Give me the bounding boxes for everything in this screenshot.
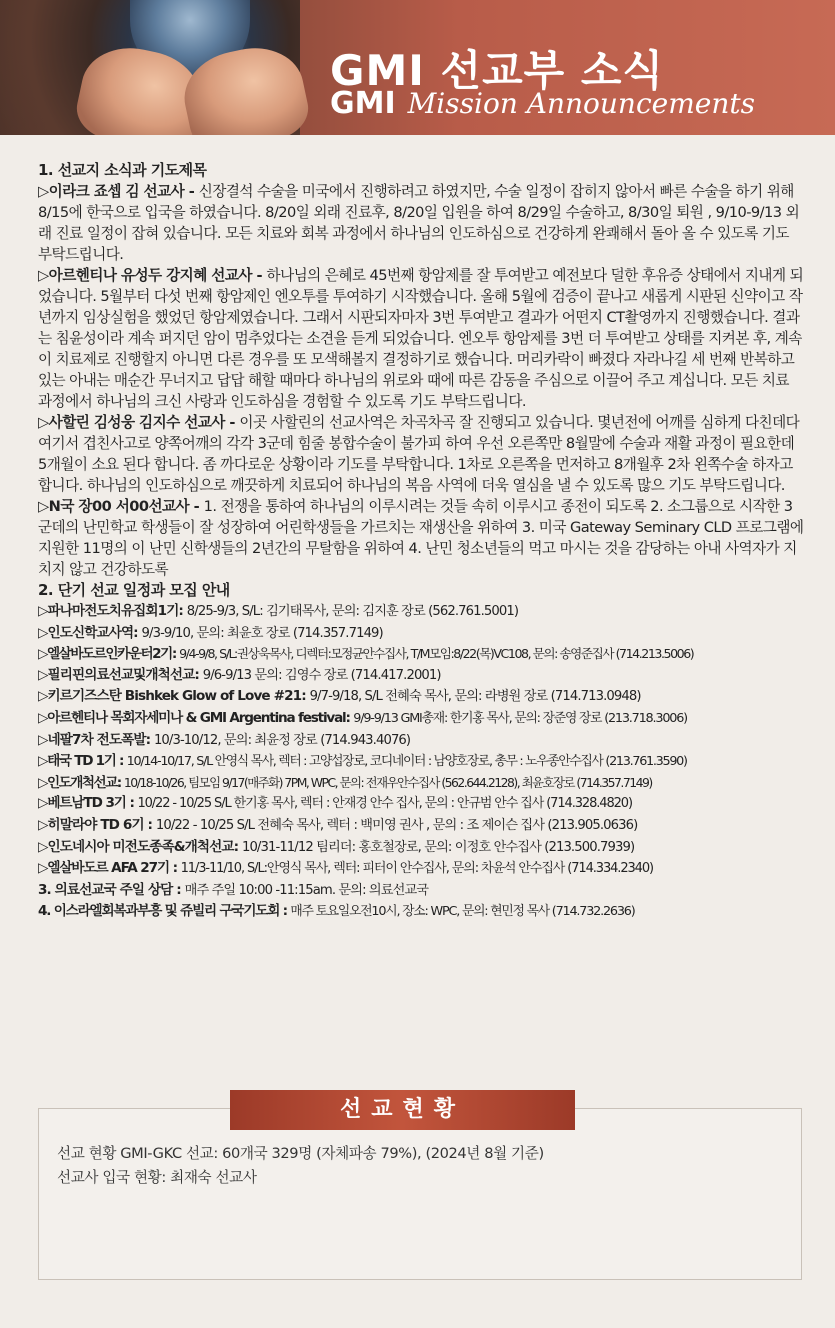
schedule-row-label: ▷필리핀의료선교및개척선교:: [38, 666, 203, 683]
schedule-row-label: ▷베트남TD 3기 :: [38, 795, 138, 812]
schedule-row-label: ▷인도신학교사역:: [38, 624, 142, 641]
schedule-row-label: ▷엘살바도르인카운터2기:: [38, 646, 180, 663]
title-en-prefix: GMI: [330, 86, 396, 121]
title-en-script: Mission Announcements: [407, 87, 755, 120]
schedule-row: [38, 751, 804, 773]
mission-status-box: [38, 1108, 802, 1280]
schedule-row-label: ▷인도네시아 미전도종족&개척선교:: [38, 838, 242, 855]
page-title-english: [330, 86, 755, 121]
prayer-item: [38, 412, 804, 496]
page-title-korean: GMI 선교부 소식: [330, 46, 664, 95]
schedule-row: [38, 601, 804, 623]
schedule-row: [38, 644, 804, 665]
schedule-row-text: 9/9-9/13 GMI총재: 한기홍 목사, 문의: 장준영 장로 (213.718.3006): [353, 710, 687, 726]
mission-status-banner: 선교현황: [230, 1090, 575, 1130]
prayer-item-label: ▷사할린 김성웅 김지수 선교사 -: [38, 414, 240, 431]
schedule-row: [38, 793, 804, 815]
schedule-row: [38, 837, 804, 859]
announcement-content: [38, 160, 804, 923]
schedule-row-text: 8/25-9/3, S/L: 김기태목사, 문의: 김지훈 장로 (562.761.5001): [186, 604, 519, 619]
schedule-row-text: 10/22 - 10/25 S/L 한기홍 목사, 렉터 : 안재경 안수 집사, 문의 : 안규범 안수 집사 (714.328.4820): [137, 796, 632, 812]
prayer-item: [38, 496, 804, 580]
schedule-row-label: ▷아르헨티나 목회자세미나 & GMI Argentina festival:: [38, 709, 354, 726]
schedule-row-text: 9/4-9/8, S/L:권상욱목사, 디렉터:모정균안수집사, T/M모임:8/22(목)VC108, 문의: 송영준집사 (714.213.5006): [179, 646, 694, 662]
prayer-item-label: ▷N국 장00 서00선교사 -: [38, 498, 204, 515]
prayer-item: [38, 265, 804, 412]
schedule-row-label: ▷파나마전도치유집회1기:: [38, 603, 187, 619]
section4-text: 매주 토요일오전10시, 장소: WPC, 문의: 현민정 목사 (714.732.2636): [290, 904, 635, 920]
hands-holding-globe-image: [0, 0, 300, 135]
schedule-row: [38, 773, 804, 794]
schedule-row-text: 10/14-10/17, S/L 안영식 목사, 렉터 : 고양섭장로, 코디네이터 : 남양호장로, 총무 : 노우종안수집사 (213.761.3590): [126, 754, 687, 770]
mission-status-text: [57, 1142, 544, 1190]
schedule-row: [38, 686, 804, 708]
schedule-row-label: ▷인도개척선교:: [38, 774, 124, 791]
schedule-row-label: ▷히말라야 TD 6기 :: [38, 816, 156, 833]
schedule-row: [38, 665, 804, 687]
section1-heading: 1. 선교지 소식과 기도제목: [38, 161, 207, 179]
header-banner: [0, 0, 835, 135]
section3-text: 매주 주일 10:00 -11:15am. 문의: 의료선교국: [184, 882, 429, 898]
schedule-row-text: 9/3-9/10, 문의: 최윤호 장로 (714.357.7149): [141, 625, 383, 641]
prayer-item-text: 하나님의 은혜로 45번째 항암제를 잘 투여받고 예전보다 덜한 후유증 상태에서 지내게 되었습니다. 5월부터 다섯 번째 항암제인 엔오투를 투여하기 시작했습니다. 올해 5월에 검증이 끝나고 새롭게 시판된 신약이고 작년까지 임상실험을 했었던 항암제였습니다. 그래서 시판되자마자 3번 투여받고 결과가 어떤지 CT촬영까지 진행했습니다. 결과는 침윤성이라 계속 퍼지던 암이 멈추었다는 소견을 듣게 되었습니다. 엔오투 항암제를 3번 더 투여받고 상태를 지켜본 후, 계속 이 치료제로 진행할지 아니면 다른 경우를 또 모색해볼지 결정하기로 했습니다. 머리카락이 빠졌다 자라나길 세 번째 반복하고 있는 아내는 매순간 무너지고 답답 해할 때마다 하나님의 위로와 때에 따른 감동을 주심으로 이끌어 주고 계십니다. 모든 치료 과정에서 하나님의 크신 사랑과 인도하심을 경험할 수 있도록 기도 부탁드립니다.: [38, 267, 804, 410]
section3-label: 3. 의료선교국 주일 상담 :: [38, 881, 185, 898]
prayer-item-text: 이곳 사할린의 선교사역은 차곡차곡 잘 진행되고 있습니다. 몇년전에 어깨를 심하게 다친데다 여기서 겹친사고로 양쪽어깨의 각각 3군데 힘줄 봉합수술이 불가피 하여 우선 오른쪽만 8월말에 수술과 재활 과정이 필요한데 5개월이 소요 된다 합니다. 좀 까다로운 상황이라 기도를 부탁합니다. 1차로 오른쪽을 먼저하고 8개월후 2차 왼쪽수술 하자고합니다. 하나님의 인도하심으로 깨끗하게 치료되어 하나님의 복음 사역에 더욱 열심을 낼 수 있도록 많으 기도 부탁드립니다.: [38, 414, 800, 494]
schedule-row-text: 10/18-10/26, 팀모임 9/17(매주화) 7PM, WPC, 문의: 전재우안수집사 (562.644.2128), 최윤호장로 (714.357.7149): [123, 774, 652, 790]
prayer-item-label: ▷아르헨티나 유성두 강지혜 선교사 -: [38, 267, 267, 284]
missionary-arrival-line: 선교사 입국 현황: 최재숙 선교사: [57, 1169, 257, 1186]
section4-line: [38, 901, 804, 923]
section4-label: 4. 이스라엘회복과부흥 및 쥬빌리 구국기도회 :: [38, 903, 291, 920]
schedule-row-text: 9/7-9/18, S/L 전혜숙 목사, 문의: 라병원 장로 (714.713.0948): [309, 689, 641, 705]
schedule-row: [38, 858, 804, 880]
schedule-row: [38, 730, 804, 752]
schedule-row-label: ▷태국 TD 1기 :: [38, 753, 127, 770]
schedule-row: [38, 623, 804, 645]
schedule-row-label: ▷키르기즈스탄 Bishkek Glow of Love #21:: [38, 688, 310, 705]
prayer-item-text: 1. 전쟁을 통하여 하나님의 이루시려는 것들 속히 이루시고 종전이 되도록 2. 소그룹으로 시작한 3군데의 난민학교 학생들이 잘 성장하여 어린학생들을 가르치는 재생산을 위하여 3. 미국 Gateway Seminary CLD 프로그램에 지원한 11명의 이 난민 신학생들의 2년간의 무탈함을 위하여 4. 난민 청소년들의 먹고 마시는 것을 감당하는 아내 사역자가 지치지 않고 건강하도록: [38, 498, 804, 578]
schedule-row-label: ▷엘살바도르 AFA 27기 :: [38, 860, 181, 877]
prayer-item: [38, 181, 804, 265]
schedule-row-text: 9/6-9/13 문의: 김영수 장로 (714.417.2001): [202, 667, 441, 683]
schedule-row-text: 11/3-11/10, S/L:안영식 목사, 렉터: 피터이 안수집사, 문의: 차윤석 안수집사 (714.334.2340): [180, 861, 653, 877]
prayer-item-label: ▷이라크 죠셉 김 선교사 -: [38, 183, 199, 200]
schedule-row-text: 10/3-10/12, 문의: 최윤정 장로 (714.943.4076): [153, 732, 411, 748]
mission-status-line: 선교 현황 GMI-GKC 선교: 60개국 329명 (자체파송 79%), (2024년 8월 기준): [57, 1145, 544, 1162]
section2-heading: 2. 단기 선교 일정과 모집 안내: [38, 581, 230, 599]
schedule-row: [38, 708, 804, 730]
section3-line: [38, 880, 804, 902]
schedule-row-text: 10/22 - 10/25 S/L 전혜숙 목사, 렉터 : 백미영 권사 , 문의 : 조 제이슨 집사 (213.905.0636): [155, 817, 638, 833]
schedule-row: [38, 815, 804, 837]
schedule-row-label: ▷네팔7차 전도폭발:: [38, 731, 154, 748]
schedule-row-text: 10/31-11/12 팀리더: 홍호철장로, 문의: 이정호 안수집사 (213.500.7939): [241, 839, 635, 855]
prayer-item-text: 신장결석 수술을 미국에서 진행하려고 하였지만, 수술 일정이 잡히지 않아서 빠른 수술을 하기 위해 8/15에 한국으로 입국을 하였습니다. 8/20일 외래 진료후, 8/20일 입원을 하여 8/29일 수술하고, 8/30일 퇴원 , 9/10-9/13 외래 진료 일정이 잡혀 있습니다. 모든 치료와 회복 과정에서 하나님의 인도하심으로 건강하게 완쾌해서 돌아 올 수 있도록 기도 부탁드립니다.: [38, 183, 800, 263]
